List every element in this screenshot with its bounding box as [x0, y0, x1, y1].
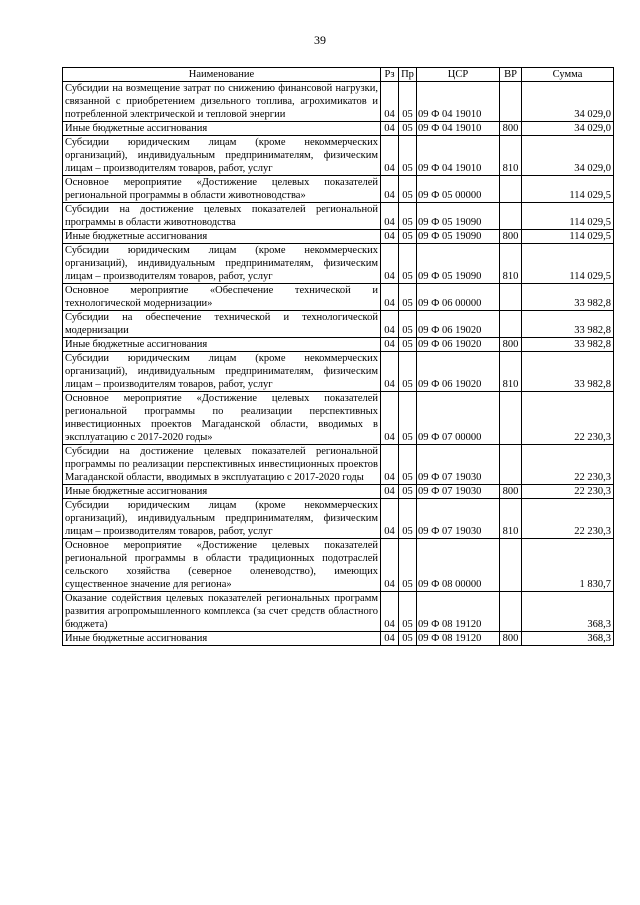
row-sum: 114 029,5: [522, 203, 614, 230]
row-vr: 810: [500, 352, 522, 392]
row-sum: 34 029,0: [522, 136, 614, 176]
row-vr: [500, 284, 522, 311]
row-pr: 05: [399, 244, 417, 284]
row-name: Субсидии на достижение целевых показателей региональной программы по реализации перспективных инвестиционных проектов Магаданской области, вводимых в эксплуатацию с 2017-2020 годы: [63, 445, 381, 485]
header-sum: Сумма: [522, 68, 614, 82]
row-csr: 09 Ф 08 19120: [417, 592, 500, 632]
table-row: [63, 499, 614, 539]
row-vr: 810: [500, 136, 522, 176]
header-name: Наименование: [63, 68, 381, 82]
row-rz: 04: [381, 539, 399, 592]
row-csr: 09 Ф 07 19030: [417, 445, 500, 485]
row-rz: 04: [381, 176, 399, 203]
row-pr: 05: [399, 632, 417, 646]
row-rz: 04: [381, 632, 399, 646]
header-vr: ВР: [500, 68, 522, 82]
row-csr: 09 Ф 07 19030: [417, 485, 500, 499]
row-csr: 09 Ф 08 19120: [417, 632, 500, 646]
row-rz: 04: [381, 122, 399, 136]
row-sum: 34 029,0: [522, 122, 614, 136]
row-pr: 05: [399, 499, 417, 539]
row-pr: 05: [399, 230, 417, 244]
row-name: Субсидии на обеспечение технической и технологической модернизации: [63, 311, 381, 338]
table-row: [63, 352, 614, 392]
row-sum: 22 230,3: [522, 392, 614, 445]
row-name: Оказание содействия целевых показателей региональных программ развития агропромышленного комплекса (за счет средств областного бюджета): [63, 592, 381, 632]
row-rz: 04: [381, 82, 399, 122]
row-vr: 800: [500, 632, 522, 646]
row-vr: [500, 445, 522, 485]
row-name: Субсидии на возмещение затрат по снижению финансовой нагрузки, связанной с приобретением дизельного топлива, агрохимикатов и потребленной электрической и тепловой энергии: [63, 82, 381, 122]
row-name: Иные бюджетные ассигнования: [63, 122, 381, 136]
row-rz: 04: [381, 338, 399, 352]
row-csr: 09 Ф 06 19020: [417, 352, 500, 392]
table-row: [63, 311, 614, 338]
row-sum: 33 982,8: [522, 338, 614, 352]
row-sum: 33 982,8: [522, 284, 614, 311]
row-name: Субсидии юридическим лицам (кроме некоммерческих организаций), индивидуальным предпринимателям, физическим лицам – производителям товаров, работ, услуг: [63, 244, 381, 284]
table-body: [63, 82, 614, 646]
header-pr: Пр: [399, 68, 417, 82]
row-sum: 1 830,7: [522, 539, 614, 592]
row-rz: 04: [381, 352, 399, 392]
table-row: [63, 203, 614, 230]
row-rz: 04: [381, 244, 399, 284]
header-rz: Рз: [381, 68, 399, 82]
row-csr: 09 Ф 05 00000: [417, 176, 500, 203]
row-name: Основное мероприятие «Обеспечение технической и технологической модернизации»: [63, 284, 381, 311]
table-row: [63, 284, 614, 311]
table-row: [63, 176, 614, 203]
row-vr: [500, 82, 522, 122]
page-number: 39: [314, 33, 326, 47]
row-vr: 810: [500, 244, 522, 284]
row-vr: 800: [500, 230, 522, 244]
row-pr: 05: [399, 392, 417, 445]
table-row: [63, 338, 614, 352]
row-pr: 05: [399, 176, 417, 203]
header-csr: ЦСР: [417, 68, 500, 82]
row-vr: [500, 203, 522, 230]
row-pr: 05: [399, 445, 417, 485]
row-pr: 05: [399, 203, 417, 230]
row-name: Основное мероприятие «Достижение целевых показателей региональной программы по реализации перспективных инвестиционных проектов Магаданской области, вводимых в эксплуатацию с 2017-2020 годы»: [63, 392, 381, 445]
row-rz: 04: [381, 311, 399, 338]
row-rz: 04: [381, 136, 399, 176]
row-name: Иные бюджетные ассигнования: [63, 338, 381, 352]
row-rz: 04: [381, 499, 399, 539]
table-row: [63, 82, 614, 122]
row-rz: 04: [381, 592, 399, 632]
row-pr: 05: [399, 82, 417, 122]
row-sum: 22 230,3: [522, 445, 614, 485]
row-name: Основное мероприятие «Достижение целевых показателей региональной программы в области традиционных подотраслей сельского хозяйства (северное оленеводство), имеющих существенное значение для региона»: [63, 539, 381, 592]
table-row: [63, 136, 614, 176]
row-pr: 05: [399, 352, 417, 392]
header-row: [63, 68, 614, 82]
row-vr: 800: [500, 122, 522, 136]
row-name: Субсидии на достижение целевых показателей региональной программы в области животноводства: [63, 203, 381, 230]
row-csr: 09 Ф 04 19010: [417, 136, 500, 176]
row-vr: [500, 392, 522, 445]
row-csr: 09 Ф 05 19090: [417, 244, 500, 284]
row-sum: 368,3: [522, 632, 614, 646]
row-pr: 05: [399, 122, 417, 136]
table-row: [63, 632, 614, 646]
row-vr: 800: [500, 485, 522, 499]
row-csr: 09 Ф 05 19090: [417, 230, 500, 244]
row-sum: 33 982,8: [522, 311, 614, 338]
row-pr: 05: [399, 311, 417, 338]
row-pr: 05: [399, 136, 417, 176]
row-sum: 368,3: [522, 592, 614, 632]
row-csr: 09 Ф 07 00000: [417, 392, 500, 445]
row-sum: 114 029,5: [522, 176, 614, 203]
row-vr: [500, 176, 522, 203]
row-vr: [500, 539, 522, 592]
row-csr: 09 Ф 07 19030: [417, 499, 500, 539]
row-pr: 05: [399, 592, 417, 632]
row-csr: 09 Ф 06 19020: [417, 338, 500, 352]
row-rz: 04: [381, 230, 399, 244]
row-sum: 22 230,3: [522, 499, 614, 539]
table-row: [63, 445, 614, 485]
row-csr: 09 Ф 04 19010: [417, 82, 500, 122]
table-row: [63, 539, 614, 592]
row-pr: 05: [399, 539, 417, 592]
row-rz: 04: [381, 203, 399, 230]
table-row: [63, 392, 614, 445]
row-name: Субсидии юридическим лицам (кроме некоммерческих организаций), индивидуальным предпринимателям, физическим лицам – производителям товаров, работ, услуг: [63, 499, 381, 539]
row-name: Основное мероприятие «Достижение целевых показателей региональной программы в области животноводства»: [63, 176, 381, 203]
row-vr: [500, 311, 522, 338]
table-row: [63, 230, 614, 244]
row-vr: [500, 592, 522, 632]
row-sum: 22 230,3: [522, 485, 614, 499]
row-rz: 04: [381, 485, 399, 499]
row-pr: 05: [399, 284, 417, 311]
row-name: Иные бюджетные ассигнования: [63, 632, 381, 646]
row-sum: 34 029,0: [522, 82, 614, 122]
row-csr: 09 Ф 05 19090: [417, 203, 500, 230]
row-rz: 04: [381, 284, 399, 311]
row-sum: 33 982,8: [522, 352, 614, 392]
row-vr: 810: [500, 499, 522, 539]
row-csr: 09 Ф 06 00000: [417, 284, 500, 311]
row-csr: 09 Ф 04 19010: [417, 122, 500, 136]
row-vr: 800: [500, 338, 522, 352]
table-row: [63, 122, 614, 136]
table-row: [63, 244, 614, 284]
row-csr: 09 Ф 08 00000: [417, 539, 500, 592]
row-pr: 05: [399, 338, 417, 352]
row-pr: 05: [399, 485, 417, 499]
table-row: [63, 485, 614, 499]
row-name: Иные бюджетные ассигнования: [63, 485, 381, 499]
budget-table: [62, 67, 614, 646]
table-row: [63, 592, 614, 632]
row-name: Субсидии юридическим лицам (кроме некоммерческих организаций), индивидуальным предпринимателям, физическим лицам – производителям товаров, работ, услуг: [63, 136, 381, 176]
row-sum: 114 029,5: [522, 244, 614, 284]
row-sum: 114 029,5: [522, 230, 614, 244]
row-name: Иные бюджетные ассигнования: [63, 230, 381, 244]
row-rz: 04: [381, 445, 399, 485]
row-rz: 04: [381, 392, 399, 445]
row-csr: 09 Ф 06 19020: [417, 311, 500, 338]
row-name: Субсидии юридическим лицам (кроме некоммерческих организаций), индивидуальным предпринимателям, физическим лицам – производителям товаров, работ, услуг: [63, 352, 381, 392]
